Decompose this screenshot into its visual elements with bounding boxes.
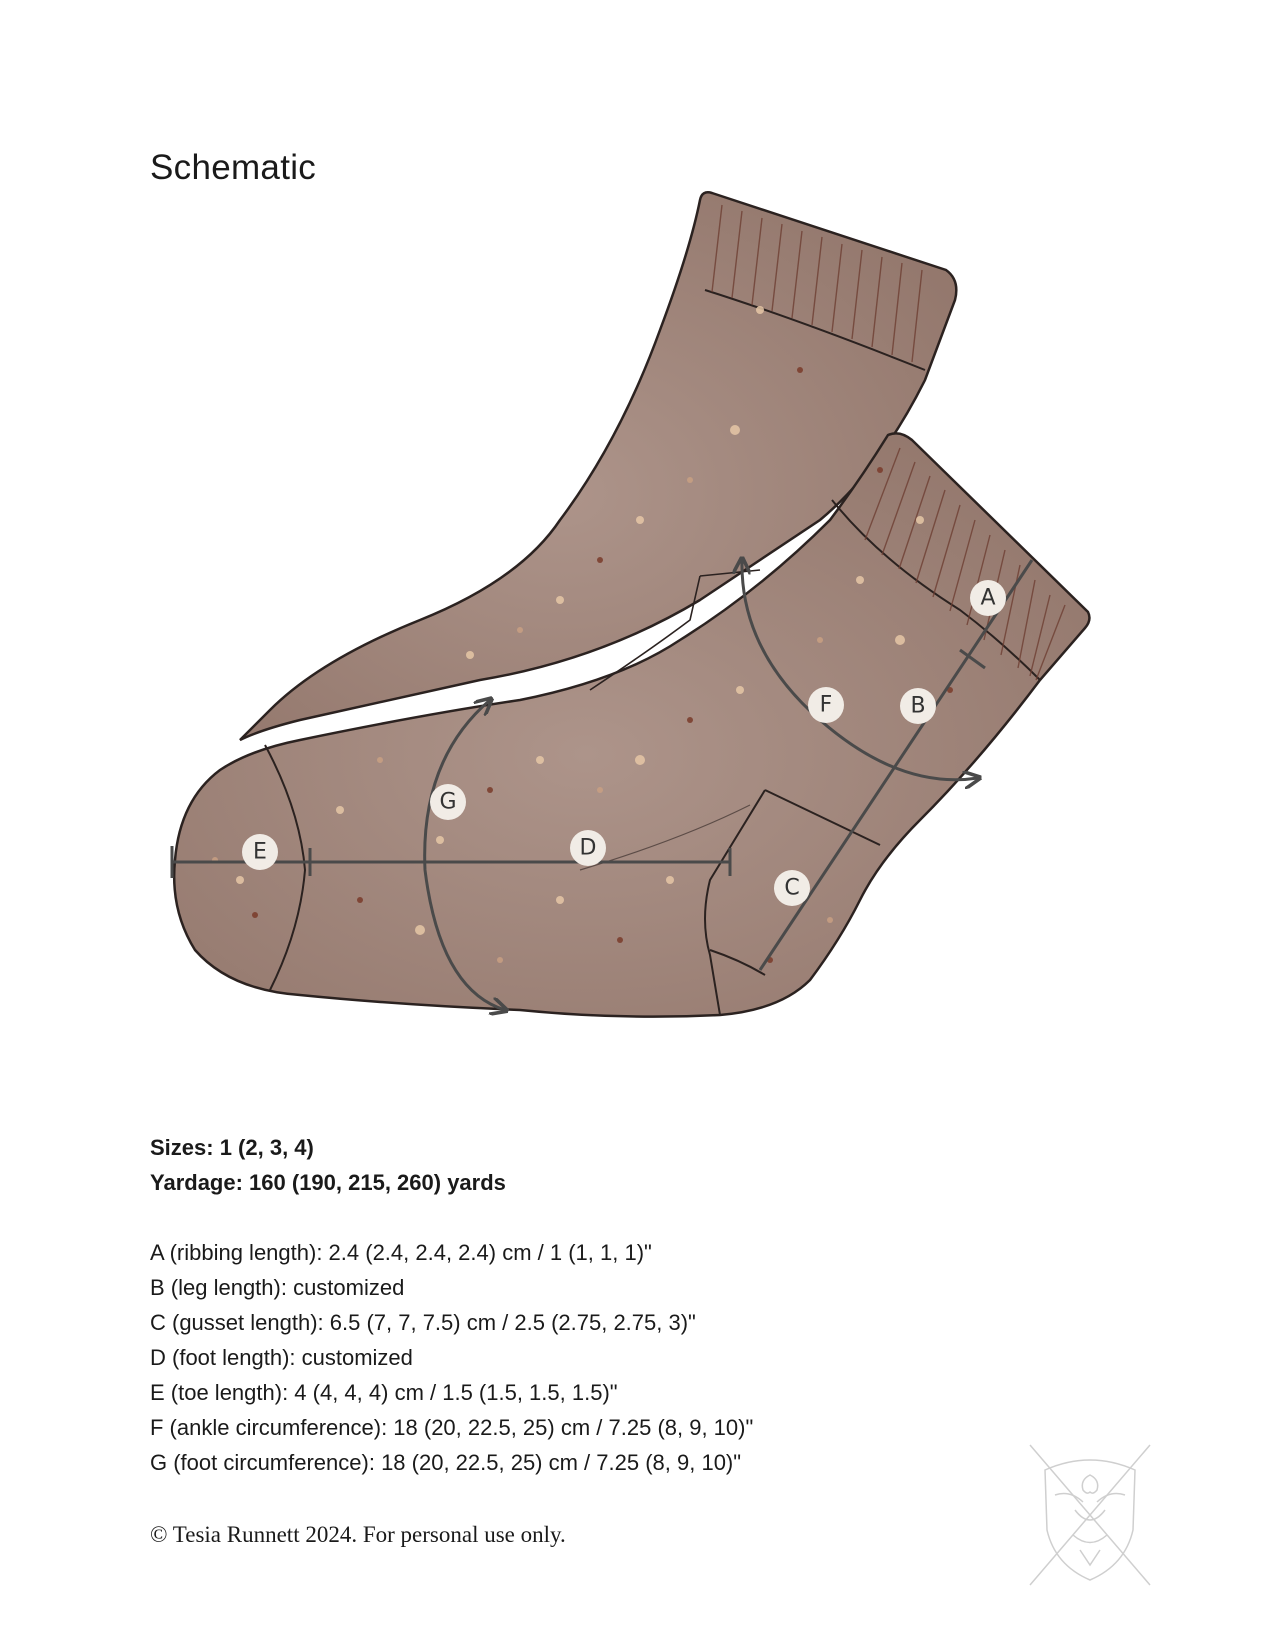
eagle-crest-icon [1025, 1440, 1155, 1590]
measurement-e: E (toe length): 4 (4, 4, 4) cm / 1.5 (1.5, 1.5, 1.5)" [150, 1380, 618, 1405]
measurement-a: A (ribbing length): 2.4 (2.4, 2.4, 2.4) cm / 1 (1, 1, 1)" [150, 1240, 652, 1265]
copyright-notice: © Tesia Runnett 2024. For personal use only. [150, 1522, 566, 1547]
svg-text:A: A [980, 585, 996, 611]
svg-text:D: D [579, 835, 597, 861]
svg-text:C: C [784, 875, 800, 901]
svg-text:G: G [439, 789, 457, 815]
pattern-specs [150, 1130, 753, 1480]
measurement-label-f [808, 687, 844, 723]
svg-text:F: F [819, 692, 833, 718]
measurement-label-c [774, 870, 810, 906]
measurement-b: B (leg length): customized [150, 1275, 405, 1300]
measurement-label-b [900, 688, 936, 724]
measurement-label-e [242, 834, 278, 870]
yardage-line: Yardage: 160 (190, 215, 260) yards [150, 1170, 506, 1195]
measurement-g: G (foot circumference): 18 (20, 22.5, 25) cm / 7.25 (8, 9, 10)" [150, 1450, 742, 1475]
svg-text:B: B [910, 693, 926, 719]
svg-text:E: E [253, 839, 267, 865]
measurement-f: F (ankle circumference): 18 (20, 22.5, 25) cm / 7.25 (8, 9, 10)" [150, 1415, 754, 1440]
measurement-label-g [430, 784, 466, 820]
measurement-label-a [970, 580, 1006, 616]
measurement-label-d [570, 830, 606, 866]
measurement-c: C (gusset length): 6.5 (7, 7, 7.5) cm / 2.5 (2.75, 2.75, 3)" [150, 1310, 696, 1335]
measurement-d: D (foot length): customized [150, 1345, 413, 1370]
sizes-line: Sizes: 1 (2, 3, 4) [150, 1135, 314, 1160]
page-title: Schematic [150, 148, 317, 187]
